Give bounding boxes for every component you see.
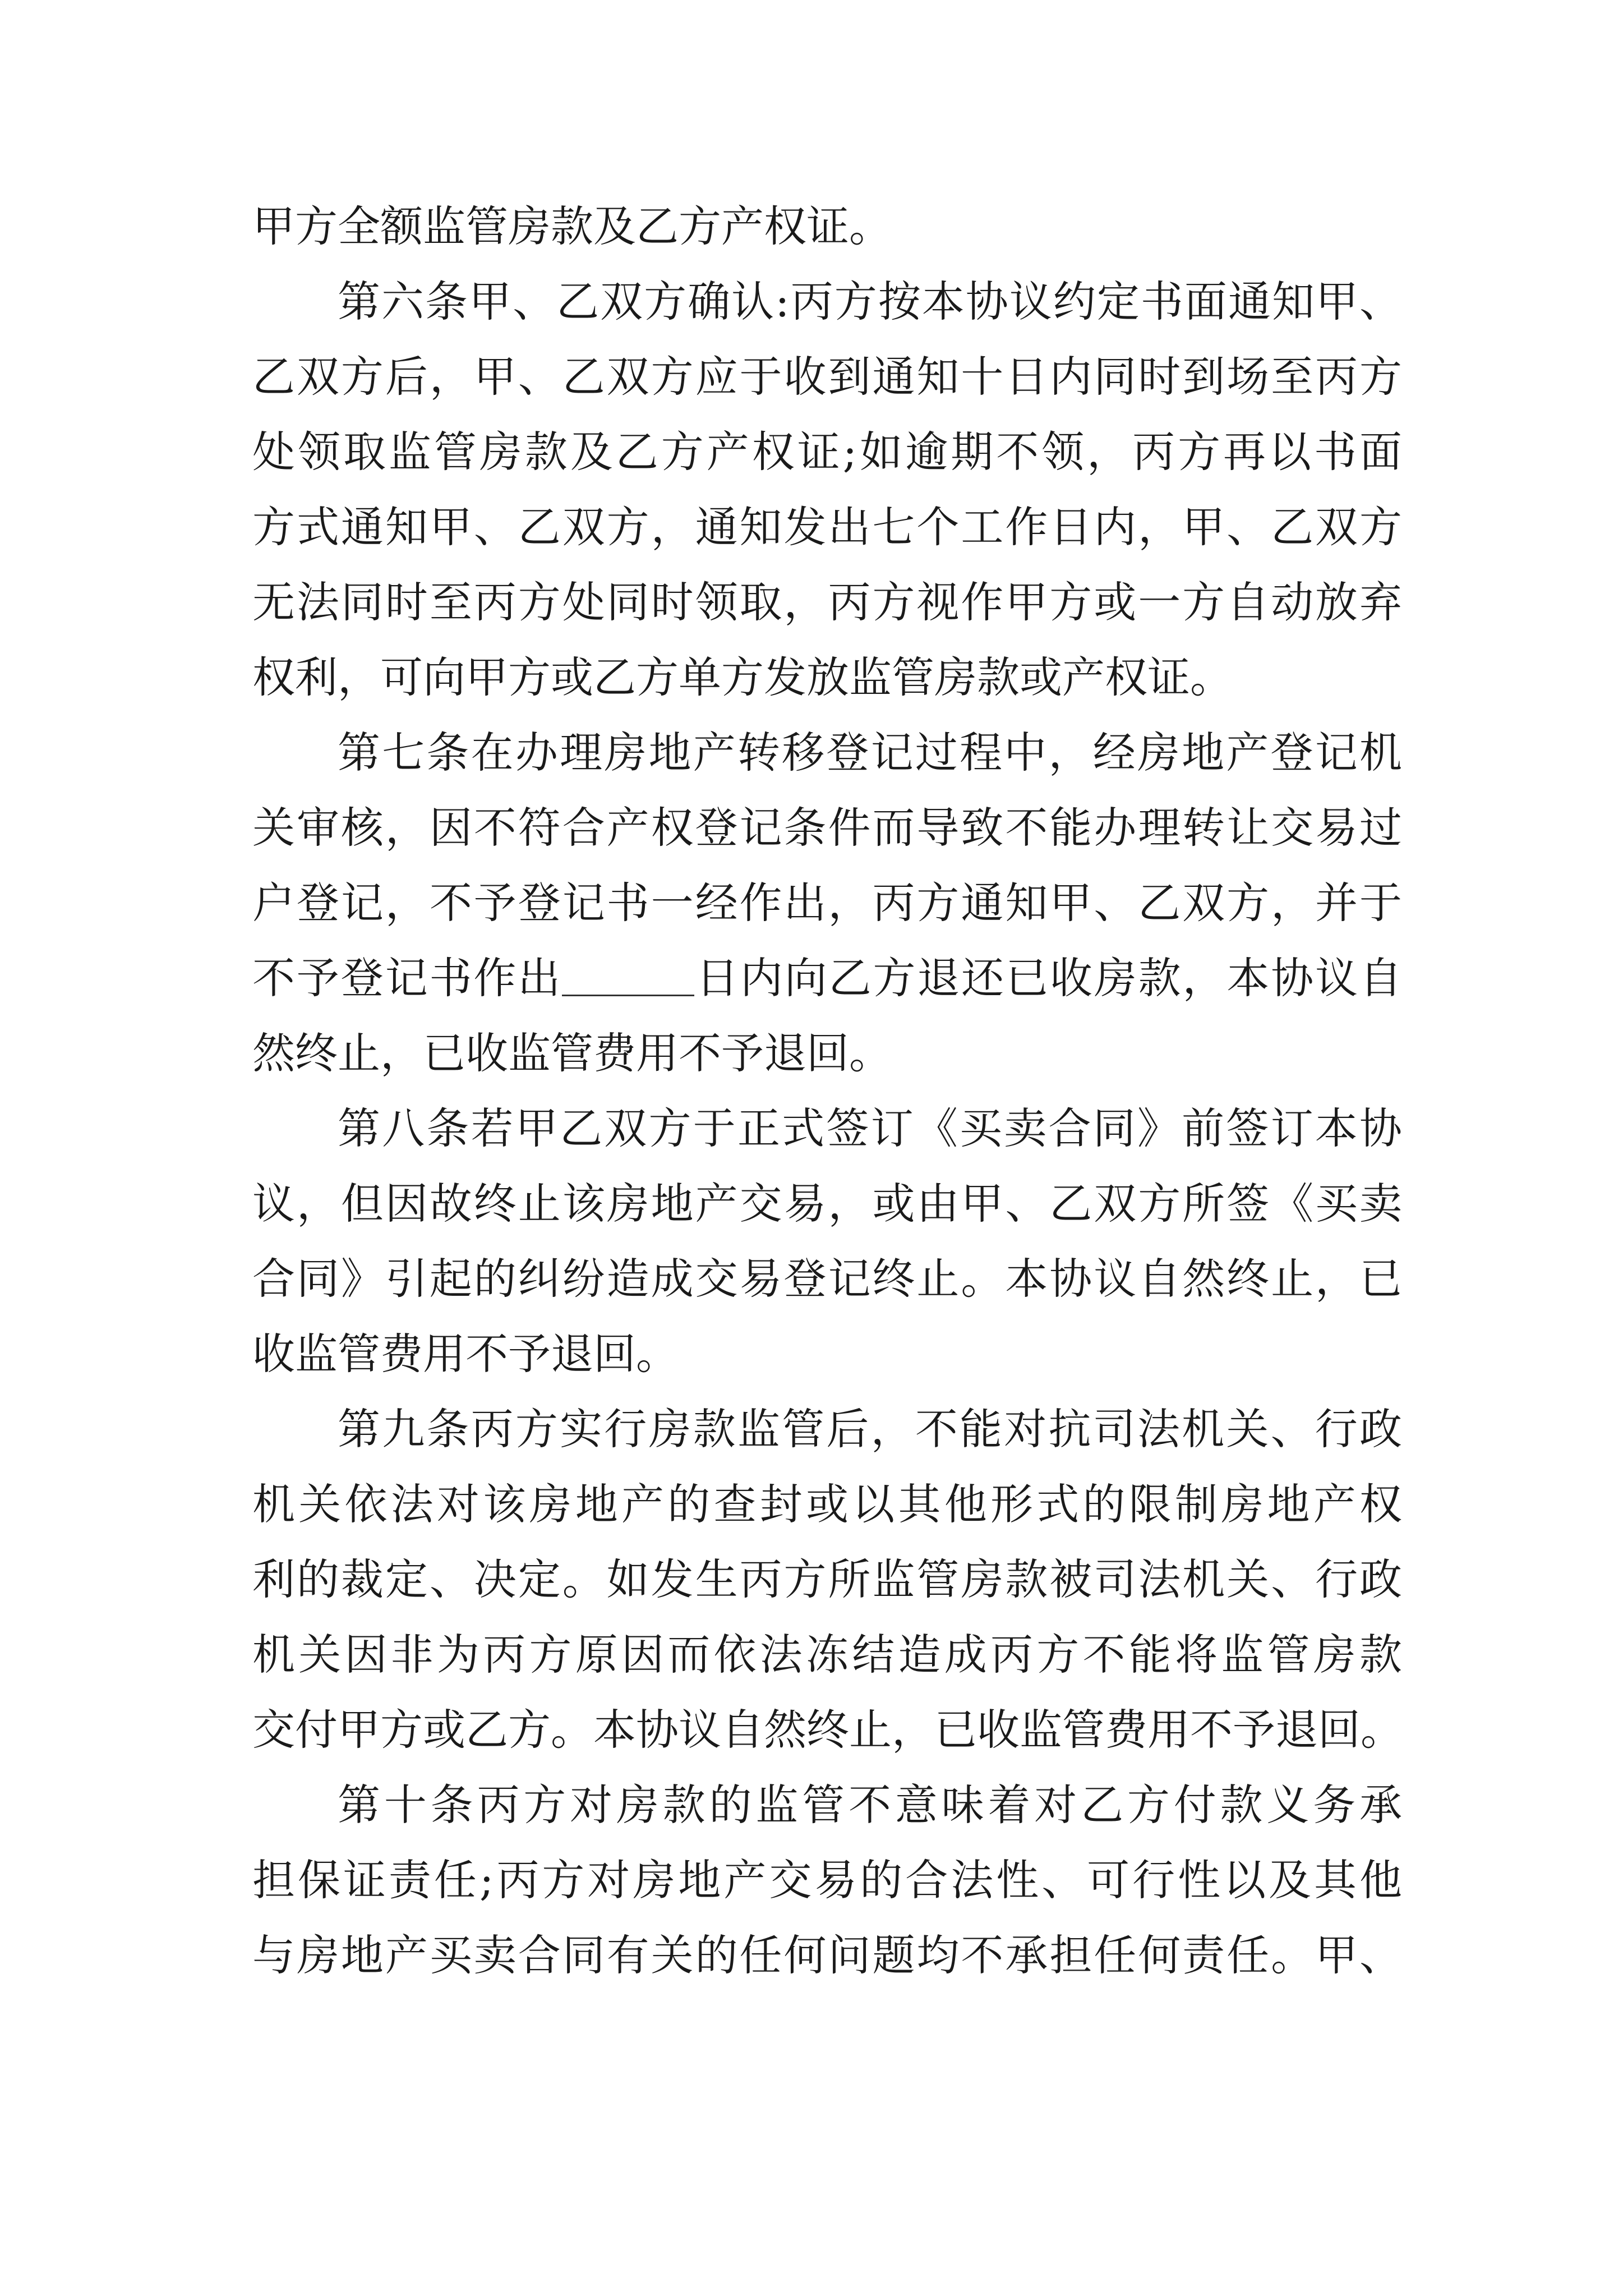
article-7-start: 第七条在办理房地产转移登记过程中，经房地产登记机: [338, 728, 1402, 777]
text-line: 方式通知甲、乙双方，通知发出七个工作日内，甲、乙双方: [252, 502, 1402, 552]
article-10-start: 第十条丙方对房款的监管不意味着对乙方付款义务承: [338, 1780, 1402, 1830]
text-line: 乙双方后，甲、乙双方应于收到通知十日内同时到场至丙方: [252, 352, 1402, 402]
text-line: 合同》引起的纠纷造成交易登记终止。本协议自然终止，已: [252, 1254, 1402, 1304]
text-line: 收监管费用不予退回。: [252, 1329, 679, 1379]
article-6-start: 第六条甲、乙双方确认:丙方按本协议约定书面通知甲、: [338, 277, 1402, 326]
fill-in-blank: [562, 995, 694, 996]
text-line: 交付甲方或乙方。本协议自然终止，已收监管费用不予退回。: [252, 1705, 1403, 1755]
text-line: 然终止，已收监管费用不予退回。: [252, 1028, 892, 1078]
text-line: 处领取监管房款及乙方产权证;如逾期不领，丙方再以书面: [252, 427, 1402, 477]
text-line: 甲方全额监管房款及乙方产权证。: [252, 201, 892, 251]
text-line: 机关依法对该房地产的查封或以其他形式的限制房地产权: [252, 1479, 1402, 1529]
text-line: 担保证责任;丙方对房地产交易的合法性、可行性以及其他: [252, 1855, 1402, 1905]
text-fragment: 日内向乙方退还已收房款，本协议自: [694, 953, 1403, 1003]
text-line: 机关因非为丙方原因而依法冻结造成丙方不能将监管房款: [252, 1630, 1402, 1680]
article-9-start: 第九条丙方实行房款监管后，不能对抗司法机关、行政: [338, 1404, 1402, 1454]
text-fragment: 不予登记书作出: [252, 953, 562, 1003]
article-8-start: 第八条若甲乙双方于正式签订《买卖合同》前签订本协: [338, 1103, 1402, 1153]
text-line: 利的裁定、决定。如发生丙方所监管房款被司法机关、行政: [252, 1554, 1402, 1604]
text-line: 关审核，因不符合产权登记条件而导致不能办理转让交易过: [252, 803, 1402, 853]
text-line: 无法同时至丙方处同时领取，丙方视作甲方或一方自动放弃: [252, 577, 1402, 627]
text-line: 户登记，不予登记书一经作出，丙方通知甲、乙双方，并于: [252, 878, 1402, 928]
text-line: 权利，可向甲方或乙方单方发放监管房款或产权证。: [252, 652, 1233, 702]
text-line: 议，但因故终止该房地产交易，或由甲、乙双方所签《买卖: [252, 1179, 1402, 1228]
text-line-with-blank: [252, 941, 1402, 1016]
text-line: 与房地产买卖合同有关的任何问题均不承担任何责任。甲、: [252, 1930, 1402, 1980]
